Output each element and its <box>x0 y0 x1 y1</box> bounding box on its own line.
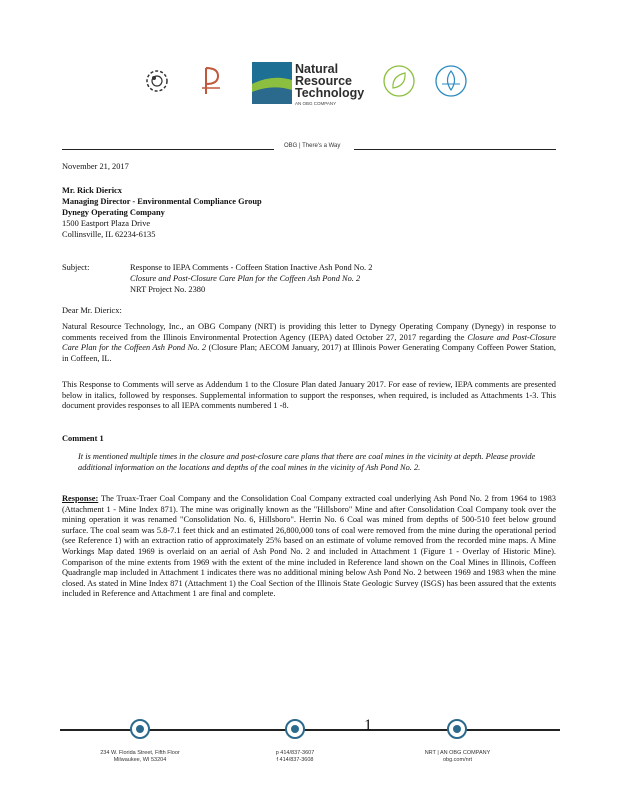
footer-phone-icon <box>285 719 305 739</box>
nrt-logo-icon <box>252 62 292 104</box>
brand-sub: AN OBG COMPANY <box>295 101 337 106</box>
gear-logo-icon <box>140 64 174 98</box>
brand-name <box>295 63 364 99</box>
brand-name-line3: Technology <box>295 86 365 100</box>
recipient-company: Dynegy Operating Company <box>62 208 165 217</box>
footer-company-name: NRT | AN OBG COMPANY <box>424 750 491 756</box>
addendum-paragraph: This Response to Comments will serve as Addendum 1 to the Closure Plan dated January 2017. For ease of review, IEPA comments are presented below in italics, followed by responses. Supplemental information to support the responses, when required, is included as Attachments 1-3. This document provides responses to all IEPA comments numbered 1 -8. <box>62 380 556 411</box>
recipient-address2: Collinsville, IL 62234-6135 <box>62 230 156 239</box>
footer-phone: p 414/837-3607 <box>275 750 315 756</box>
letter-date: November 21, 2017 <box>62 162 129 171</box>
pipe-logo-icon <box>200 64 224 98</box>
footer-company-icon <box>447 719 467 739</box>
recipient-address1: 1500 Eastport Plaza Drive <box>62 219 151 228</box>
footer-fax: f 414/837-3608 <box>276 757 314 763</box>
intro-text-b: (Closure Plan; AECOM January, 2017) at Illinois Power Generating Company Coffeen Power Station, in Coffeen, IL. <box>62 343 556 363</box>
subject-label: Subject: <box>62 263 90 272</box>
subject-line3: NRT Project No. 2380 <box>130 285 206 294</box>
brand-name-line1: Natural <box>295 62 339 76</box>
leaf-logo-icon <box>382 64 416 98</box>
footer-site: obg.com/nrt <box>442 757 473 763</box>
footer-contact <box>255 750 335 764</box>
intro-paragraph <box>62 322 556 364</box>
response-text: The Truax-Traer Coal Company and the Consolidation Coal Company extracted coal underlying Ash Pond No. 2 from 1964 to 1983 (Attachment 1 - Mine Index 871). The mine was originally known as the "Hillsboro" Mine and after Consolidation Coal Company took over the mining operation it was renamed "Consolidation No. 6, Hillsboro". Herrin No. 6 Coal was mined from depths of 500-510 feet below ground surface. The coal seam was 5.8-7.1 feet thick and an estimated 26,800,000 tons of coal were removed from the mine during the operational period (see Reference 1) with an extraction ratio of approximately 25% based on an estimate of volume removed from the recorded mine maps. A Mine Workings Map dated 1969 is overlaid on an aerial of Ash Pond No. 2 and included in Attachment 1 (Figure 1 - Overlay of Historic Mine). Comparison of the mine extents from 1969 with the extent of the mine included in Reference land shown on the Coal Mines in Illinois, Coffeen Quadrangle map included in Attachment 1 indicates there was no additional mining below Ash Pond No. 2 between 1969 and 1983 when the mine closed. As stated in Mine Index 871 (Attachment 1) the Coal Section of the Illinois State Geologic Survey (ISGS) has been assured that the extents included in Reference and Attachment 1 are final and complete. <box>62 494 556 599</box>
recipient-name: Mr. Rick Diericx <box>62 186 122 195</box>
water-logo-icon <box>434 64 468 98</box>
footer-address-line1: 234 W. Florida Street, Fifth Floor <box>100 750 180 756</box>
response-label: Response: <box>62 494 99 503</box>
header-rule-right <box>354 149 556 150</box>
footer-address <box>80 750 200 764</box>
subject-line1: Response to IEPA Comments - Coffeen Station Inactive Ash Pond No. 2 <box>130 263 373 272</box>
salutation: Dear Mr. Diericx: <box>62 306 122 315</box>
footer-company <box>410 750 505 764</box>
response-paragraph <box>62 494 556 600</box>
comment-heading: Comment 1 <box>62 434 104 443</box>
comment-text: It is mentioned multiple times in the closure and post-closure care plans that there are coal mines in the vicinity at depth. Please provide additional information on the locations and depths of the coal mines in the vicinity of Ash Pond No. 2. <box>78 452 536 472</box>
page-number: 1 <box>364 717 372 734</box>
brand-name-line2: Resource <box>295 74 352 88</box>
header-rule-left <box>62 149 274 150</box>
intro-text-italic: Closure and Post-Closure Care Plan for the Coffeen Ash Pond No. 2 <box>62 332 556 353</box>
intro-text-a: Natural Resource Technology, Inc., an OBG Company (NRT) is providing this letter to Dynegy Operating Company (Dynegy) in response to comments received from the Illinois Environmental Protection Agency (IEPA) dated October 27, 2017 regarding the <box>62 322 556 342</box>
subject-line2: Closure and Post-Closure Care Plan for the Coffeen Ash Pond No. 2 <box>130 274 361 283</box>
recipient-title: Managing Director - Environmental Compliance Group <box>62 197 262 206</box>
footer-address-line2: Milwaukee, WI 53204 <box>113 757 167 763</box>
brand-tagline: OBG | There's a Way <box>280 143 344 149</box>
footer-address-icon <box>130 719 150 739</box>
